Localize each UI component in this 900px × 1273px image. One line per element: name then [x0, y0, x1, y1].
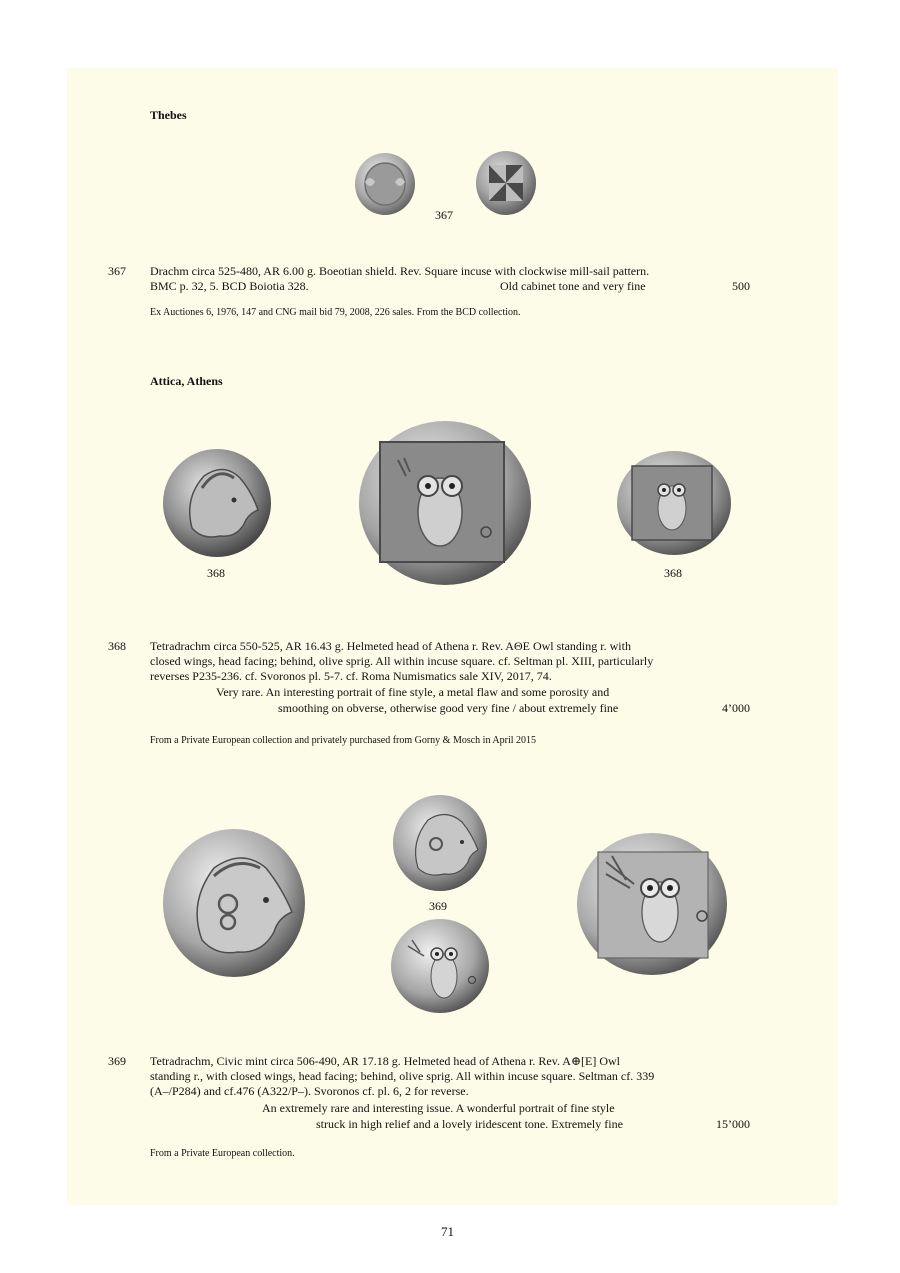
description-line: Drachm circa 525-480, AR 6.00 g. Boeotian shield. Rev. Square incuse with clockwise mill-sail pattern.	[150, 264, 650, 278]
catalogue-panel	[67, 68, 838, 1205]
owl-incuse-coin-icon	[616, 450, 732, 556]
lot-provenance-368: From a Private European collection and privately purchased from Gorny & Mosch in April 2015	[150, 735, 537, 746]
lot-grade-367: Old cabinet tone and very fine	[500, 279, 646, 293]
description-line: Tetradrachm, Civic mint circa 506-490, AR 17.18 g. Helmeted head of Athena r. Rev. A⊕[E] Owl	[150, 1054, 620, 1068]
lot-grade-369-line1: An extremely rare and interesting issue. A wonderful portrait of fine style	[262, 1101, 615, 1115]
lot-description-369	[150, 1054, 750, 1084]
owl-coin-icon	[390, 918, 490, 1014]
lot-provenance-369: From a Private European collection.	[150, 1148, 295, 1159]
description-line: standing r., with closed wings, head facing; behind, olive sprig. All within incuse square. Seltman cf. 339	[150, 1069, 655, 1083]
description-line: Tetradrachm circa 550-525, AR 16.43 g. Helmeted head of Athena r. Rev. AΘE Owl standing r. with	[150, 639, 631, 653]
lot-grade-368-line2: smoothing on obverse, otherwise good very fine / about extremely fine	[278, 701, 619, 715]
lot-number-368: 368	[108, 639, 126, 653]
lot-provenance-367: Ex Auctiones 6, 1976, 147 and CNG mail bid 79, 2008, 226 sales. From the BCD collection.	[150, 307, 521, 318]
description-line: closed wings, head facing; behind, olive sprig. All within incuse square. cf. Seltman pl. XIII, particularly	[150, 654, 654, 668]
athena-head-coin-icon	[392, 794, 488, 892]
section-title-thebes: Thebes	[150, 108, 187, 122]
image-caption-368-left: 368	[207, 566, 225, 580]
owl-incuse-coin-icon	[358, 420, 532, 586]
lot-estimate-367: 500	[732, 279, 750, 293]
description-line: reverses P235-236. cf. Svoronos pl. 5-7. cf. Roma Numismatics sale XIV, 2017, 74.	[150, 669, 552, 683]
lot-estimate-369: 15’000	[716, 1117, 750, 1131]
page-number: 71	[441, 1224, 454, 1239]
description-line: BMC p. 32, 5. BCD Boiotia 328.	[150, 279, 309, 293]
lot-estimate-368: 4’000	[722, 701, 750, 715]
lot-number-367: 367	[108, 264, 126, 278]
section-title-athens: Attica, Athens	[150, 374, 223, 388]
lot-description-368	[150, 639, 750, 669]
athena-head-coin-icon	[162, 828, 306, 978]
lot-grade-368-line1: Very rare. An interesting portrait of fine style, a metal flaw and some porosity and	[216, 685, 610, 699]
lot-description-367	[150, 264, 750, 279]
image-caption-369: 369	[429, 899, 447, 913]
athena-head-coin-icon	[162, 448, 272, 558]
boeotian-shield-coin-icon	[354, 152, 416, 216]
image-caption-367: 367	[435, 208, 453, 222]
mill-sail-incuse-coin-icon	[475, 150, 537, 216]
image-caption-368-right: 368	[664, 566, 682, 580]
description-line: (A–/P284) and cf.476 (A322/P–). Svoronos cf. pl. 6, 2 for reverse.	[150, 1084, 469, 1098]
lot-grade-369-line2: struck in high relief and a lovely iridescent tone. Extremely fine	[316, 1117, 623, 1131]
lot-number-369: 369	[108, 1054, 126, 1068]
owl-incuse-coin-icon	[576, 832, 728, 976]
